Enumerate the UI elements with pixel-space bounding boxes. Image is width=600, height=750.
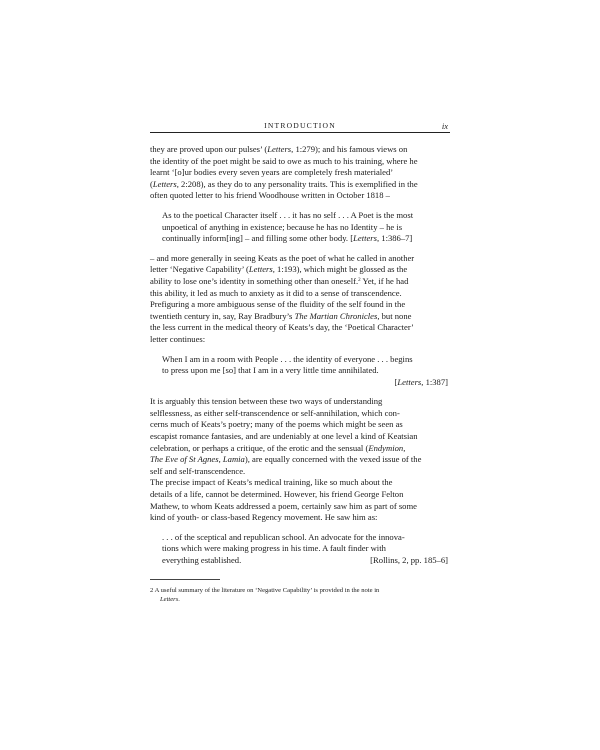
footnote-line: 2 A useful summary of the literature on ‘Negative Capability’ is provided in the note in (150, 586, 380, 594)
text-line: self and self-transcendence. (150, 465, 246, 476)
text-line: Mathew, to whom Keats addressed a poem, certainly saw him as part of some (150, 500, 417, 511)
text-line: The Eve of St Agnes, Lamia), are equally concerned with the vexed issue of the (150, 454, 422, 465)
quote-citation: [Rollins, 2, pp. 185–6] (370, 555, 448, 565)
quote-line (162, 555, 448, 567)
text-line: Prefiguring a more ambiguous sense of the fluidity of the self found in the (150, 299, 406, 310)
block-quote-2 (162, 354, 448, 389)
text-line: kind of youth- or class-based Regency movement. He saw him as: (150, 512, 378, 523)
running-head-title: INTRODUCTION (264, 121, 336, 130)
paragraph-4 (150, 477, 450, 523)
text-line: celebration, or perhaps a critique, of the erotic and the sensual (Endymion, (150, 442, 406, 453)
text-line: they are proved upon our pulses’ (Letters, 1:279); and his famous views on (150, 144, 408, 154)
text-line: often quoted letter to his friend Woodhouse written in October 1818 – (150, 190, 390, 201)
text-line: this ability, it led as much to anxiety as it did to a sense of transcendence. (150, 287, 402, 298)
text-segment: ability to lose one’s identity in something other than oneself. (150, 275, 359, 286)
text-line: twentieth century in, say, Ray Bradbury’s The Martian Chronicles, but none (150, 310, 412, 321)
footnote (150, 586, 450, 604)
text-segment: Yet, if he had (360, 275, 409, 286)
page-number: ix (441, 121, 448, 131)
quote-citation: [Letters, 1:387] (394, 376, 448, 387)
quote-line: tions which were making progress in his time. A fault finder with (162, 543, 386, 554)
text-line: letter continues: (150, 333, 206, 344)
text-line: the identity of the poet might be said to owe as much to his training, where he (150, 155, 418, 166)
text-line: cerns much of Keats’s poetry; many of the poems which might be seen as (150, 419, 403, 430)
header-rule (150, 132, 450, 133)
book-page (150, 118, 450, 604)
quote-line: continually inform[ing] – and filling some other body. [Letters, 1:386–7] (162, 233, 413, 244)
footnote-line: Letters. (160, 595, 180, 603)
text-segment: everything established. (162, 555, 242, 565)
text-line: details of a life, cannot be determined. However, his friend George Felton (150, 489, 404, 500)
footnote-marker[interactable]: 2 (358, 277, 361, 283)
text-line: selflessness, as either self-transcendence or self-annihilation, which con- (150, 407, 400, 418)
paragraph-2 (150, 253, 450, 346)
running-header (150, 118, 450, 132)
paragraph-1 (150, 144, 450, 202)
quote-line: As to the poetical Character itself . . . it has no self . . . A Poet is the most (162, 209, 414, 220)
block-quote-1 (162, 210, 448, 245)
block-quote-3 (162, 532, 448, 567)
quote-line: When I am in a room with People . . . the identity of everyone . . . begins (162, 353, 413, 364)
text-line: The precise impact of Keats’s medical training, like so much about the (150, 477, 393, 488)
text-line: letter ‘Negative Capability’ (Letters, 1:193), which might be glossed as the (150, 264, 408, 275)
text-line: learnt ‘[o]ur bodies every seven years are completely fresh materialed’ (150, 167, 394, 178)
quote-line: to press upon me [so] that I am in a very little time annihilated. (162, 365, 379, 376)
text-line: escapist romance fantasies, and are undeniably at one level a kind of Keatsian (150, 431, 418, 442)
quote-line: . . . of the sceptical and republican school. An advocate for the innova- (162, 531, 405, 542)
text-line: the less current in the medical theory of Keats’s day, the ‘Poetical Character’ (150, 322, 414, 333)
text-line: It is arguably this tension between these two ways of understanding (150, 396, 383, 407)
text-line: – and more generally in seeing Keats as the poet of what he called in another (150, 252, 415, 263)
text-line: (Letters, 2:208), as they do to any personality traits. This is exemplified in the (150, 178, 418, 189)
text-line (150, 276, 450, 288)
paragraph-3 (150, 396, 450, 477)
quote-line: unpoetical of anything in existence; because he has no Identity – he is (162, 221, 403, 232)
footnote-rule (150, 579, 220, 580)
